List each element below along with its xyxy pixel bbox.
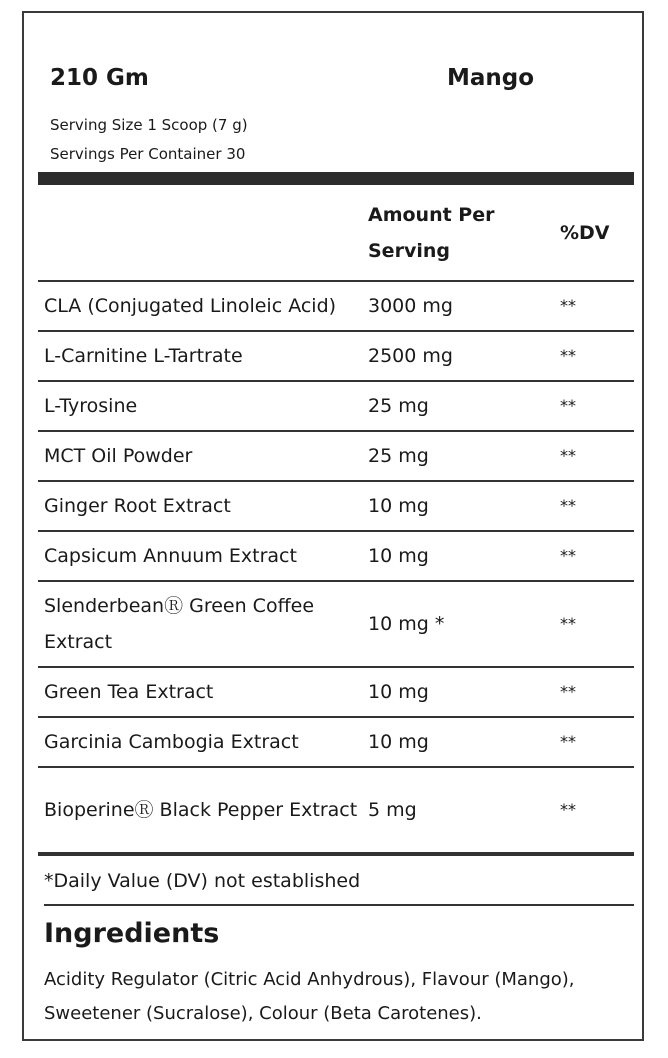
ingredient-name: MCT Oil Powder bbox=[38, 431, 362, 481]
supplement-facts-table bbox=[38, 186, 634, 856]
ingredient-dv: ** bbox=[552, 281, 634, 331]
ingredient-dv: ** bbox=[552, 481, 634, 531]
ingredient-amount: 2500 mg bbox=[362, 331, 552, 381]
flavour-name: Mango bbox=[447, 65, 535, 91]
ingredient-name: L-Tyrosine bbox=[38, 381, 362, 431]
ingredient-amount: 10 mg bbox=[362, 717, 552, 767]
table-row bbox=[38, 431, 634, 481]
ingredient-dv: ** bbox=[552, 331, 634, 381]
serving-size: Serving Size 1 Scoop (7 g) bbox=[50, 116, 248, 134]
ingredients-title: Ingredients bbox=[44, 918, 220, 949]
ingredient-dv: ** bbox=[552, 531, 634, 581]
ingredient-amount: 3000 mg bbox=[362, 281, 552, 331]
ingredients-text: Acidity Regulator (Citric Acid Anhydrous), Flavour (Mango), Sweetener (Sucralose), Colour (Beta Carotenes). bbox=[44, 969, 575, 1024]
ingredient-amount: 10 mg bbox=[362, 667, 552, 717]
table-row bbox=[38, 531, 634, 581]
ingredient-name: BioperineⓇ Black Pepper Extract bbox=[38, 767, 362, 854]
nutrition-label-frame bbox=[22, 11, 644, 1041]
header-blank bbox=[38, 186, 362, 281]
ingredient-dv: ** bbox=[552, 431, 634, 481]
table-row bbox=[38, 581, 634, 667]
ingredient-name: Capsicum Annuum Extract bbox=[38, 531, 362, 581]
ingredient-dv: ** bbox=[552, 581, 634, 667]
ingredient-amount: 25 mg bbox=[362, 381, 552, 431]
ingredient-amount: 10 mg * bbox=[362, 581, 552, 667]
ingredient-amount: 5 mg bbox=[362, 767, 552, 854]
table-row bbox=[38, 717, 634, 767]
ingredient-amount: 10 mg bbox=[362, 531, 552, 581]
table-row bbox=[38, 381, 634, 431]
table-row bbox=[38, 667, 634, 717]
ingredient-name: CLA (Conjugated Linoleic Acid) bbox=[38, 281, 362, 331]
ingredient-dv: ** bbox=[552, 717, 634, 767]
table-row bbox=[38, 331, 634, 381]
ingredient-dv: ** bbox=[552, 767, 634, 854]
header-dv: %DV bbox=[552, 186, 634, 281]
ingredient-name: Garcinia Cambogia Extract bbox=[38, 717, 362, 767]
servings-per-container: Servings Per Container 30 bbox=[50, 145, 246, 163]
ingredient-name: Green Tea Extract bbox=[38, 667, 362, 717]
ingredient-name: Ginger Root Extract bbox=[38, 481, 362, 531]
table-header-row bbox=[38, 186, 634, 281]
table-row bbox=[38, 281, 634, 331]
ingredient-dv: ** bbox=[552, 381, 634, 431]
ingredient-name: SlenderbeanⓇ Green Coffee Extract bbox=[38, 581, 362, 667]
table-row bbox=[38, 767, 634, 854]
header-divider bbox=[38, 172, 634, 185]
ingredient-amount: 25 mg bbox=[362, 431, 552, 481]
ingredient-dv: ** bbox=[552, 667, 634, 717]
ingredient-amount: 10 mg bbox=[362, 481, 552, 531]
net-weight: 210 Gm bbox=[50, 65, 149, 91]
header-amount: Amount Per Serving bbox=[362, 186, 552, 281]
dv-footnote: *Daily Value (DV) not established bbox=[44, 863, 634, 906]
serving-info bbox=[50, 111, 248, 169]
ingredient-name: L-Carnitine L-Tartrate bbox=[38, 331, 362, 381]
table-row bbox=[38, 481, 634, 531]
